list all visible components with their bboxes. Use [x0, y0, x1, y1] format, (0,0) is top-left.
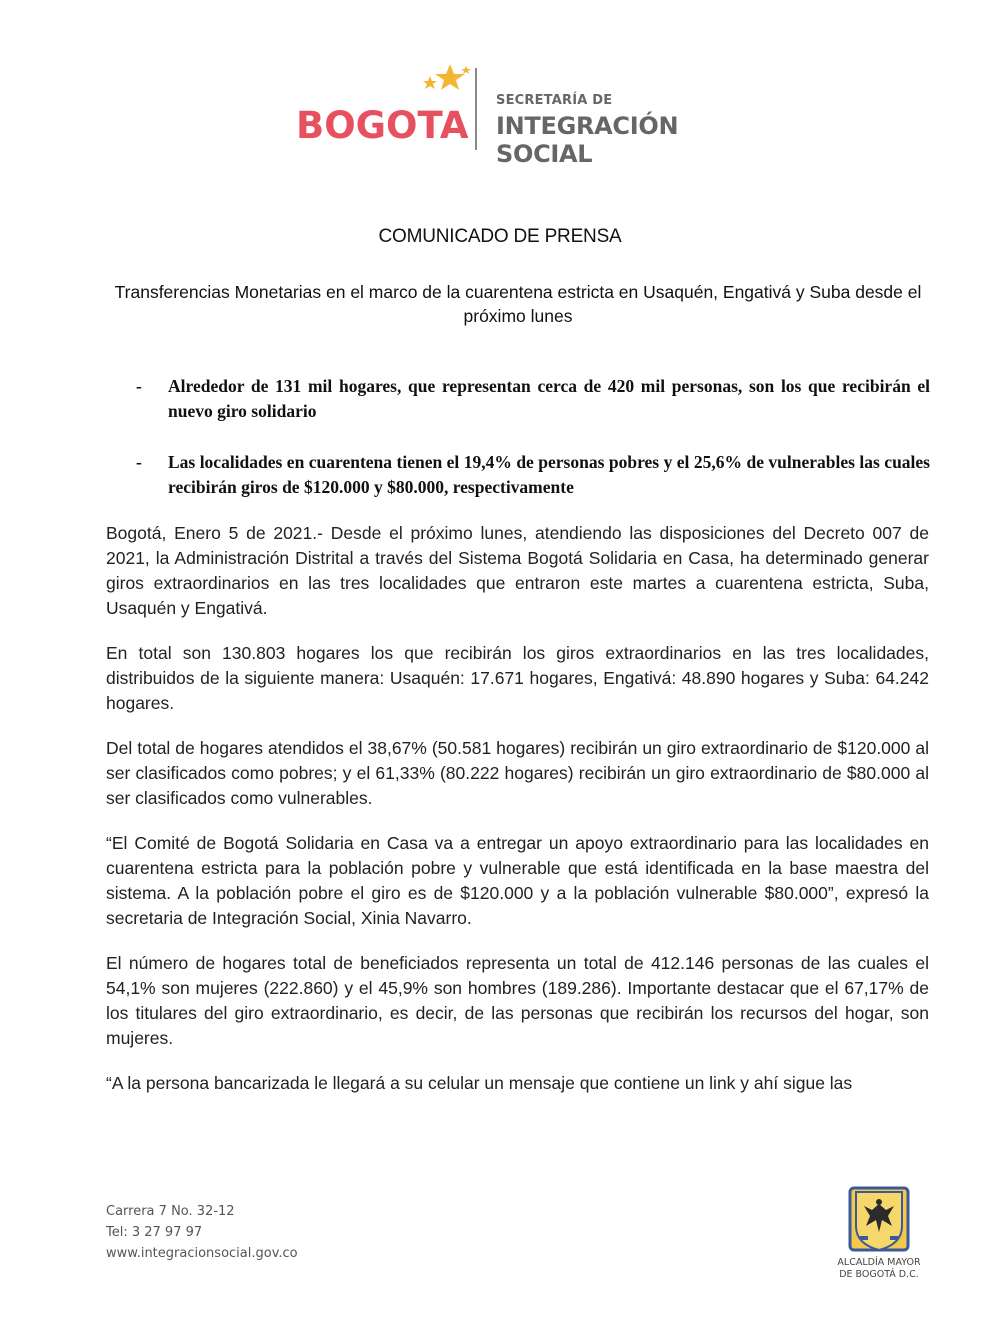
secretaria-logo [296, 62, 756, 168]
highlight-text: Alrededor de 131 mil hogares, que representan cerca de 420 mil personas, son los que recibirán el nuevo giro solidario [168, 376, 930, 421]
integracion-social-label: INTEGRACIÓN SOCIAL [496, 112, 679, 168]
highlight-item [136, 450, 930, 500]
alcaldia-line1: ALCALDÍA MAYOR [837, 1257, 921, 1268]
paragraph-banking: “A la persona bancarizada le llegará a su celular un mensaje que contiene un link y ahí sigue las [106, 1073, 853, 1093]
logo-divider [475, 68, 477, 150]
paragraph-beneficiaries: El número de hogares total de beneficiados representa un total de 412.146 personas de las cuales el 54,1% son mujeres (222.860) y el 45,9% son hombres (189.286). Importante destacar que el 67,17% de los titulares del giro extraordinario, es decir, de las personas que recibirán los recursos del hogar, son mujeres. [106, 953, 929, 1048]
press-body [106, 521, 929, 1116]
paragraph-dateline: Bogotá, Enero 5 de 2021.- Desde el próximo lunes, atendiendo las disposiciones del Decreto 007 de 2021, la Administración Distrital a través del Sistema Bogotá Solidaria en Casa, ha determinado generar giros extraordinarios en las tres localidades que entraron este martes a cuarentena estricta, Suba, Usaquén y Engativá. [106, 523, 929, 618]
document-subtitle: Transferencias Monetarias en el marco de la cuarentena estricta en Usaquén, Engativá y Suba desde el próximo lunes [114, 282, 922, 326]
highlights-list [136, 374, 930, 526]
document-title: COMUNICADO DE PRENSA [378, 226, 622, 247]
dash-bullet: - [136, 452, 142, 472]
dash-bullet: - [136, 376, 142, 396]
secretaria-label: SECRETARÍA DE [496, 93, 613, 108]
paragraph-classification: Del total de hogares atendidos el 38,67% (50.581 hogares) recibirán un giro extraordinario de $120.000 al ser clasificados como pobres; y el 61,33% (80.222 hogares) recibirán un giro extraordinario de $80.000 al ser clasificados como vulnerables. [106, 738, 929, 808]
bogota-crest-icon [848, 1186, 910, 1256]
paragraph-household-totals: En total son 130.803 hogares los que recibirán los giros extraordinarios en las tres localidades, distribuidos de la siguiente manera: Usaquén: 17.671 hogares, Engativá: 48.890 hogares y Suba: 64.242 hogares. [106, 643, 929, 713]
alcaldia-line2: DE BOGOTÁ D.C. [839, 1269, 919, 1280]
bogota-wordmark: BOGOTA [296, 104, 469, 147]
footer-website: www.integracionsocial.gov.co [106, 1246, 298, 1261]
footer-contact [106, 1201, 298, 1264]
highlight-text: Las localidades en cuarentena tienen el 19,4% de personas pobres y el 25,6% de vulnerables las cuales recibirán giros de $120.000 y $80.000, respectivamente [168, 452, 930, 497]
highlight-item [136, 374, 930, 424]
footer-address: Carrera 7 No. 32-12 [106, 1204, 235, 1219]
alcaldia-label [816, 1257, 942, 1281]
footer-phone: Tel: 3 27 97 97 [106, 1225, 203, 1240]
paragraph-quote: “El Comité de Bogotá Solidaria en Casa va a entregar un apoyo extraordinario para las localidades en cuarentena estricta para la población pobre y vulnerable que está identificada en la base maestra del sistema. A la población pobre el giro es de $120.000 y a la población vulnerable $80.000”, expresó la secretaria de Integración Social, Xinia Navarro. [106, 833, 929, 928]
